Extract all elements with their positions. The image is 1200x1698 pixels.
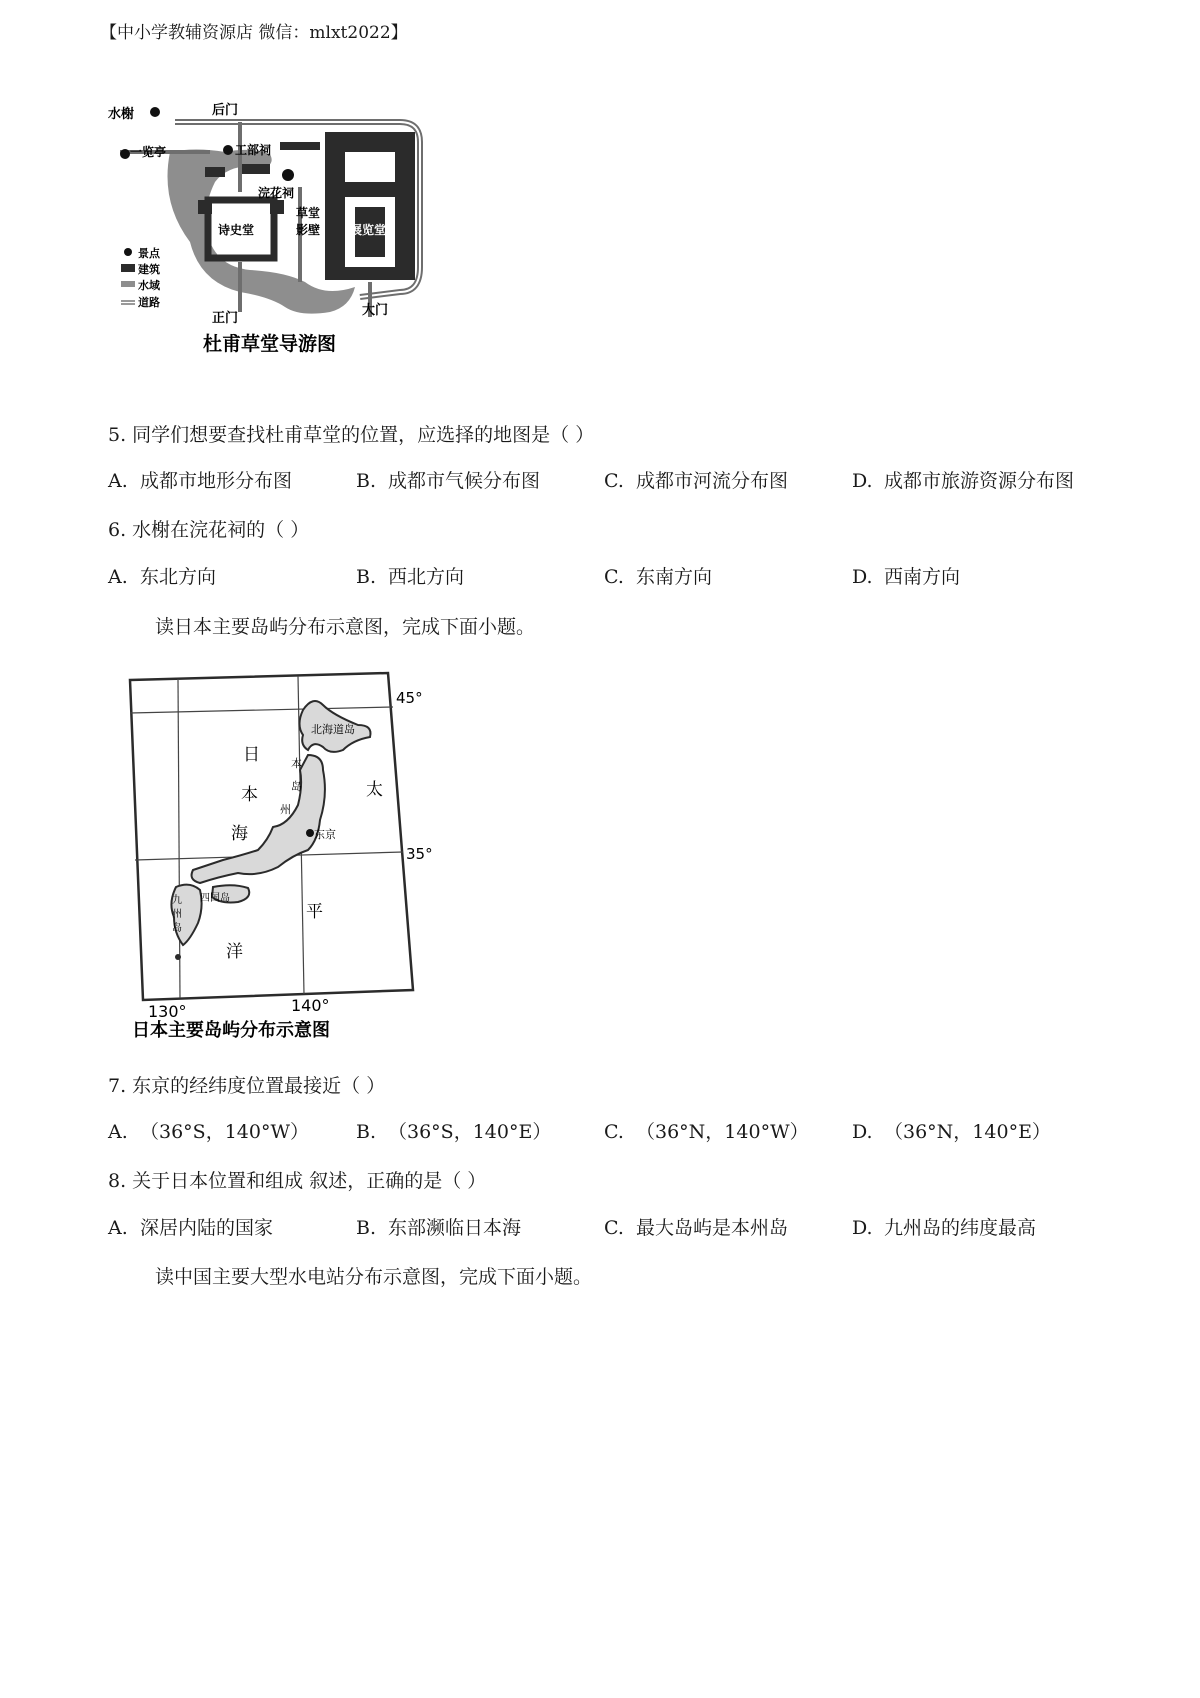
label-lon-140: 140° xyxy=(291,996,330,1015)
label-houmen: 后门 xyxy=(212,103,239,118)
q6-stem: 6. 水榭在浣花祠的（ ） xyxy=(108,519,310,541)
page-header: 【中小学教辅资源店 微信：mlxt2022】 xyxy=(100,23,408,43)
label-yingbi: 影壁 xyxy=(296,223,321,237)
q6-option-a[interactable]: A. 东北方向 xyxy=(108,566,217,588)
label-sea-japan-1: 日 xyxy=(243,745,260,765)
label-lat-45: 45° xyxy=(396,689,423,707)
label-sea-japan-2: 本 xyxy=(241,785,258,805)
map1-title: 杜甫草堂导游图 xyxy=(203,333,337,355)
label-shikoku: 四国岛 xyxy=(200,893,230,904)
label-zhengmen: 正门 xyxy=(212,311,239,326)
label-lat-35: 35° xyxy=(406,845,433,863)
intro-hydropower: 读中国主要大型水电站分布示意图，完成下面小题。 xyxy=(155,1266,593,1288)
q8-option-d[interactable]: D. 九州岛的纬度最高 xyxy=(852,1217,1037,1239)
label-kyushu-3: 岛 xyxy=(172,923,182,934)
label-tokyo: 东京 xyxy=(314,828,336,841)
q5-option-a[interactable]: A. 成都市地形分布图 xyxy=(108,470,293,492)
label-huanhuaci: 浣花祠 xyxy=(258,186,295,200)
q7-option-b[interactable]: B. （36°S，140°E） xyxy=(356,1121,552,1143)
q8-option-a[interactable]: A. 深居内陆的国家 xyxy=(108,1217,274,1239)
label-zhanlantang: 展览堂 xyxy=(350,223,387,237)
label-kyushu-2: 州 xyxy=(172,909,182,920)
q7-stem: 7. 东京的经纬度位置最接近（ ） xyxy=(108,1075,386,1097)
intro-japan: 读日本主要岛屿分布示意图，完成下面小题。 xyxy=(155,616,536,638)
legend-daolu: 道路 xyxy=(138,296,160,309)
label-gongbuci: 工部祠 xyxy=(235,143,272,157)
label-honshu-1: 本 xyxy=(291,757,302,770)
q5-stem: 5. 同学们想要查找杜甫草堂的位置，应选择的地图是（ ） xyxy=(108,424,595,446)
label-lon-130: 130° xyxy=(148,1002,187,1021)
q6-option-d[interactable]: D. 西南方向 xyxy=(852,566,961,588)
q7-option-a[interactable]: A. （36°S，140°W） xyxy=(108,1121,309,1143)
q5-option-d[interactable]: D. 成都市旅游资源分布图 xyxy=(852,470,1075,492)
label-hokkaido: 北海道岛 xyxy=(311,723,355,736)
label-pacific-1: 太 xyxy=(366,780,383,800)
label-shuixie: 水榭 xyxy=(108,107,135,122)
legend-jingdian: 景点 xyxy=(138,247,160,260)
q8-option-b[interactable]: B. 东部濒临日本海 xyxy=(356,1217,522,1239)
label-shishitang: 诗史堂 xyxy=(218,223,255,237)
q6-option-b[interactable]: B. 西北方向 xyxy=(356,566,465,588)
q6-option-c[interactable]: C. 东南方向 xyxy=(604,566,713,588)
q7-option-c[interactable]: C. （36°N，140°W） xyxy=(604,1121,809,1143)
japan-islands-map xyxy=(108,655,448,1040)
label-damen: 大门 xyxy=(362,303,389,318)
dufu-caotang-map xyxy=(100,92,450,392)
label-honshu-3: 州 xyxy=(280,803,291,816)
q8-option-c[interactable]: C. 最大岛屿是本州岛 xyxy=(604,1217,789,1239)
q8-stem: 8. 关于日本位置和组成 叙述，正确的是（ ） xyxy=(108,1170,487,1192)
legend-jianzhu: 建筑 xyxy=(138,263,160,276)
label-pacific-2: 平 xyxy=(306,902,323,922)
label-honshu-2: 岛 xyxy=(291,780,302,793)
label-kyushu-1: 九 xyxy=(172,895,182,906)
q5-option-c[interactable]: C. 成都市河流分布图 xyxy=(604,470,789,492)
legend-shuiyu: 水域 xyxy=(138,279,160,292)
label-caotang: 草堂 xyxy=(296,206,321,220)
map2-title: 日本主要岛屿分布示意图 xyxy=(132,1020,330,1040)
q5-option-b[interactable]: B. 成都市气候分布图 xyxy=(356,470,541,492)
label-ting: 一览亭 xyxy=(130,145,167,159)
q7-option-d[interactable]: D. （36°N，140°E） xyxy=(852,1121,1051,1143)
label-pacific-3: 洋 xyxy=(226,942,243,962)
label-sea-japan-3: 海 xyxy=(231,824,248,844)
